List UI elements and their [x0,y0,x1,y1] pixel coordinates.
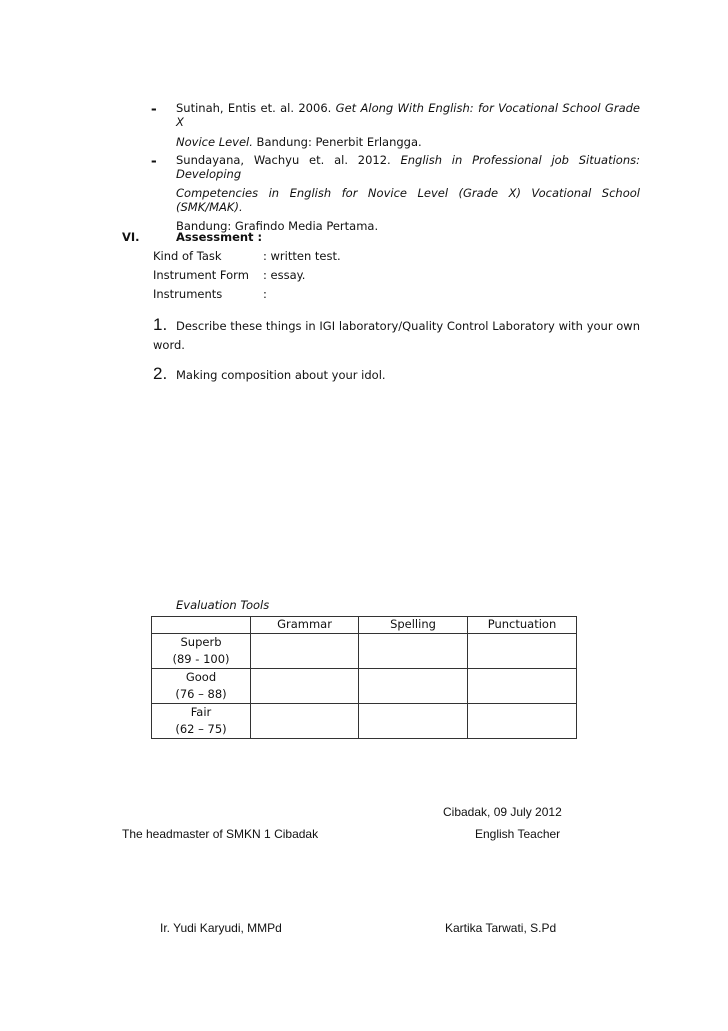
grade-cell [152,634,251,669]
table-cell [251,669,359,704]
reference-text: Bandung: Penerbit Erlangga. [252,135,422,149]
assessment-value: : written test. [263,249,341,263]
table-row [152,669,577,704]
table-cell [359,704,468,739]
assessment-label: Instruments [153,287,223,301]
grade-range: (62 – 75) [175,722,227,736]
table-cell [359,669,468,704]
reference-line [176,135,640,149]
grade-cell [152,704,251,739]
reference-line [176,153,640,181]
reference-text: Bandung: Grafindo Media Pertama. [176,219,379,233]
item-text: Describe these things in IGI laboratory/Quality Control Laboratory with your own [176,319,640,333]
reference-line [176,101,640,129]
bullet-dash: - [151,99,157,118]
table-cell [468,704,577,739]
table-header-cell [152,617,251,634]
table-cell [251,704,359,739]
reference-title: Novice Level. [176,135,253,149]
table-cell [468,634,577,669]
assessment-value: : essay. [263,268,306,282]
reference-title: English in Professional job Situations: Developing [176,153,640,181]
table-header-cell: Spelling [359,617,468,634]
headmaster-title: The headmaster of SMKN 1 Cibadak [122,827,319,841]
reference-text: Sundayana, Wachyu et. al. 2012. [176,153,401,167]
table-cell [468,669,577,704]
table-header-cell: Punctuation [468,617,577,634]
grade-name: Superb [180,635,222,649]
table-row [152,634,577,669]
reference-item [176,153,640,233]
reference-title: Competencies in English for Novice Level (Grade X) Vocational School (SMK/MAK). [176,186,640,214]
table-cell [251,634,359,669]
table-header-cell: Grammar [251,617,359,634]
item-text-continued: word. [153,338,185,352]
bullet-dash: - [151,151,157,170]
assessment-label: Instrument Form [153,268,249,282]
headmaster-name: Ir. Yudi Karyudi, MMPd [160,921,282,935]
grade-range: (89 - 100) [172,652,230,666]
reference-line [176,186,640,214]
assessment-label: Kind of Task [153,249,222,263]
table-row [152,704,577,739]
reference-text: Sutinah, Entis et. al. 2006. [176,101,336,115]
reference-item [176,101,640,149]
item-number: 2. [153,364,168,383]
section-numeral: VI. [122,230,140,244]
section-heading: Assessment : [176,230,263,244]
table-cell [359,634,468,669]
grade-name: Fair [190,705,212,719]
evaluation-caption-text: Evaluation Tools [176,598,270,612]
teacher-name: Kartika Tarwati, S.Pd [445,921,557,935]
teacher-title: English Teacher [475,827,561,841]
item-text: Making composition about your idol. [176,368,386,382]
table-header-row [152,617,577,634]
grade-range: (76 – 88) [175,687,227,701]
place-date: Cibadak, 09 July 2012 [443,805,562,819]
grade-name: Good [185,670,217,684]
item-number: 1. [153,315,168,334]
evaluation-table [151,616,577,739]
grade-cell [152,669,251,704]
assessment-value: : [263,287,267,301]
evaluation-caption [176,598,269,612]
reference-title: Get Along With English: for Vocational School Grade X [176,101,640,129]
